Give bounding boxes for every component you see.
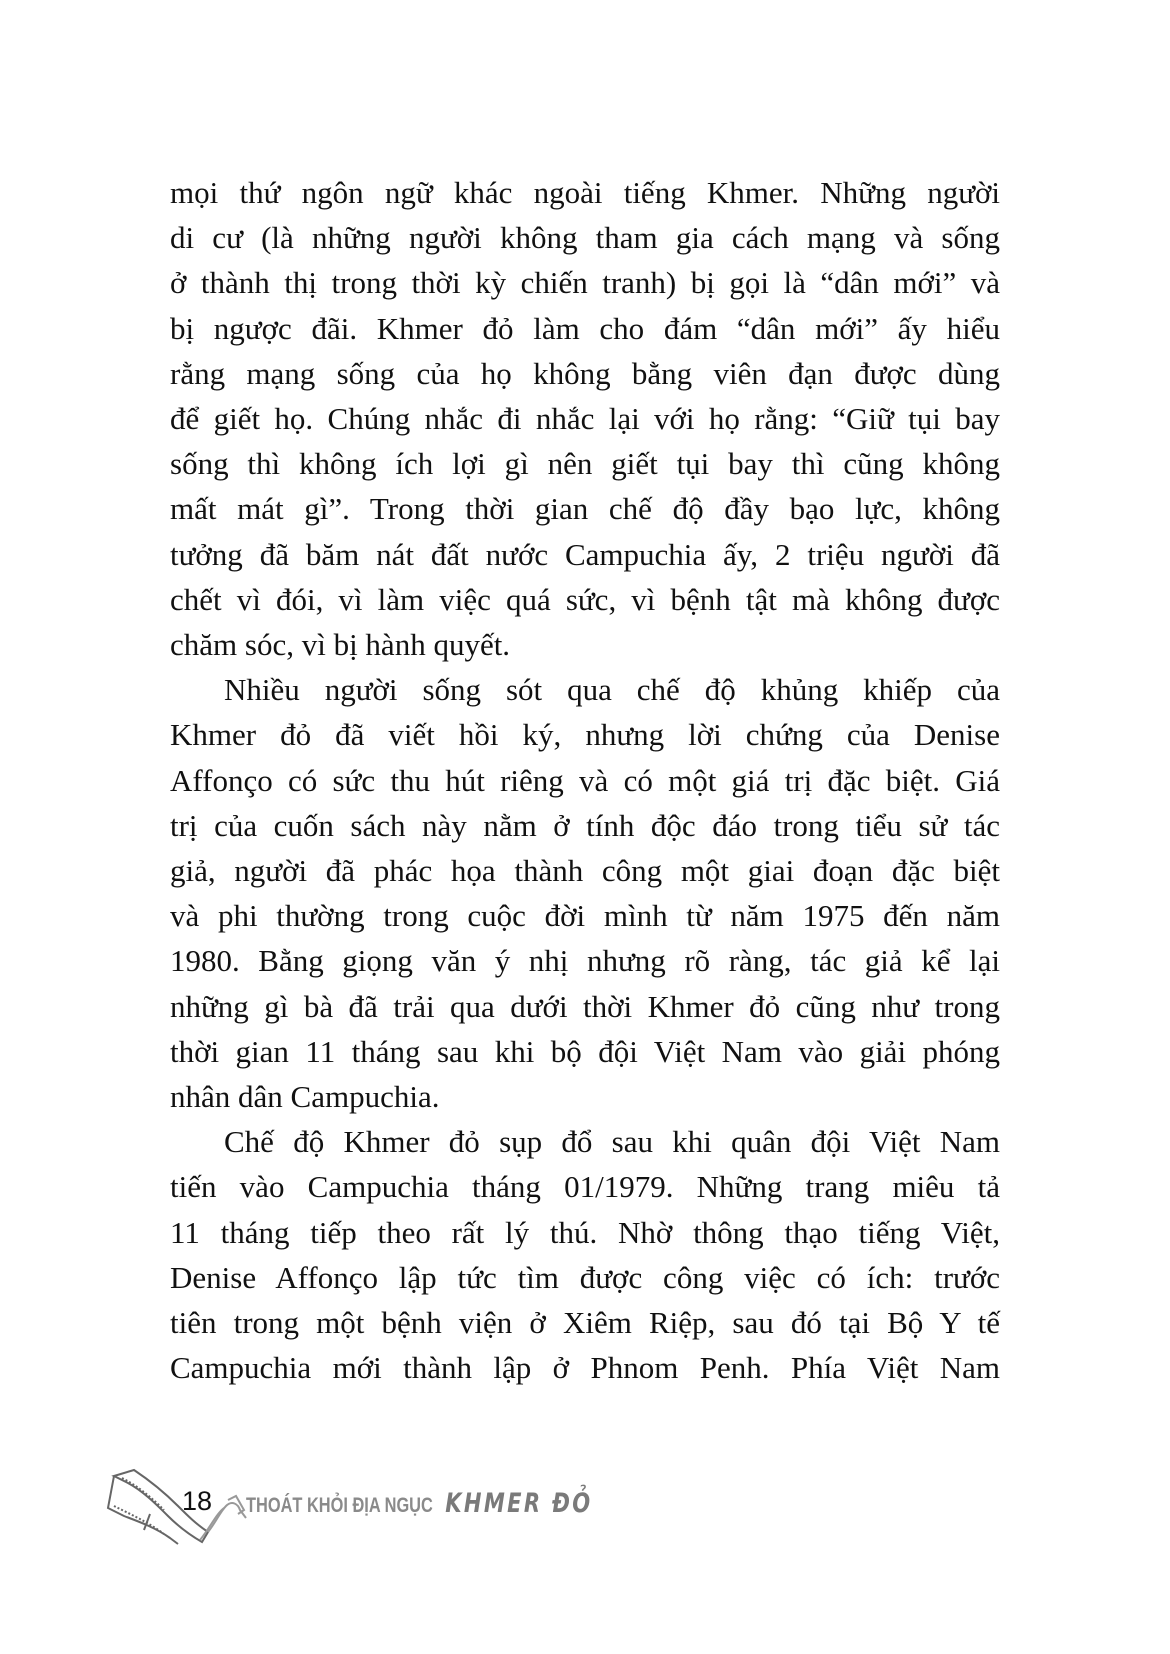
running-title [246, 1488, 592, 1519]
page-number: 18 [182, 1486, 213, 1516]
text-line: tiến vào Campuchia tháng 01/1979. Những trang miêu tả [170, 1169, 1000, 1205]
text-line: bị ngược đãi. Khmer đỏ làm cho đám “dân mới” ấy hiểu [170, 310, 1000, 346]
text-line: Chế độ Khmer đỏ sụp đổ sau khi quân đội Việt Nam [224, 1124, 1000, 1160]
text-line: chăm sóc, vì bị hành quyết. [170, 627, 511, 663]
text-line: mọi thứ ngôn ngữ khác ngoài tiếng Khmer. Những người [170, 175, 1000, 210]
paragraph-1 [170, 170, 1000, 667]
text-line: chết vì đói, vì làm việc quá sức, vì bệnh tật mà không được [170, 581, 1000, 617]
text-line: trị của cuốn sách này nằm ở tính độc đáo trong tiểu sử tác [170, 807, 1000, 843]
page-footer [104, 1468, 704, 1552]
text-line: nhân dân Campuchia. [170, 1079, 440, 1115]
text-line: mất mát gì”. Trong thời gian chế độ đầy bạo lực, không [170, 491, 1000, 527]
text-line: những gì bà đã trải qua dưới thời Khmer đỏ cũng như trong [170, 988, 1000, 1024]
text-line: Nhiều người sống sót qua chế độ khủng khiếp của [224, 672, 1000, 708]
page-body-text [170, 170, 1000, 1390]
paragraph-2 [170, 667, 1000, 1119]
text-line: 11 tháng tiếp theo rất lý thú. Nhờ thông thạo tiếng Việt, [170, 1214, 1000, 1250]
paragraph-3 [170, 1119, 1000, 1390]
text-line: tiên trong một bệnh viện ở Xiêm Riệp, sau đó tại Bộ Y tế [170, 1305, 1000, 1341]
text-line: tưởng đã băm nát đất nước Campuchia ấy, 2 triệu người đã [170, 536, 1000, 572]
film-strip-icon [104, 1468, 254, 1548]
text-line: di cư (là những người không tham gia cách mạng và sống [170, 220, 1000, 256]
text-line: giả, người đã phác họa thành công một giai đoạn đặc biệt [170, 853, 1000, 889]
text-line: sống thì không ích lợi gì nên giết tụi bay thì cũng không [170, 446, 1000, 482]
text-line: thời gian 11 tháng sau khi bộ đội Việt Nam vào giải phóng [170, 1033, 1000, 1069]
text-line: rằng mạng sống của họ không bằng viên đạn được dùng [170, 355, 1000, 391]
text-line: Campuchia mới thành lập ở Phnom Penh. Phía Việt Nam [170, 1350, 1000, 1386]
text-line: 1980. Bằng giọng văn ý nhị nhưng rõ ràng, tác giả kể lại [170, 943, 1000, 979]
running-title-part2: KHMER ĐỎ [445, 1488, 593, 1519]
text-line: Denise Affonço lập tức tìm được công việc có ích: trước [170, 1259, 1000, 1295]
text-line: để giết họ. Chúng nhắc đi nhắc lại với họ rằng: “Giữ tụi bay [170, 401, 1000, 437]
text-line: ở thành thị trong thời kỳ chiến tranh) bị gọi là “dân mới” và [170, 265, 1000, 301]
text-line: Khmer đỏ đã viết hồi ký, nhưng lời chứng của Denise [170, 717, 1000, 753]
running-title-part1: THOÁT KHỎI ĐỊA NGỤC [246, 1494, 433, 1517]
text-line: và phi thường trong cuộc đời mình từ năm 1975 đến năm [170, 898, 1000, 934]
text-line: Affonço có sức thu hút riêng và có một giá trị đặc biệt. Giá [170, 762, 1000, 798]
